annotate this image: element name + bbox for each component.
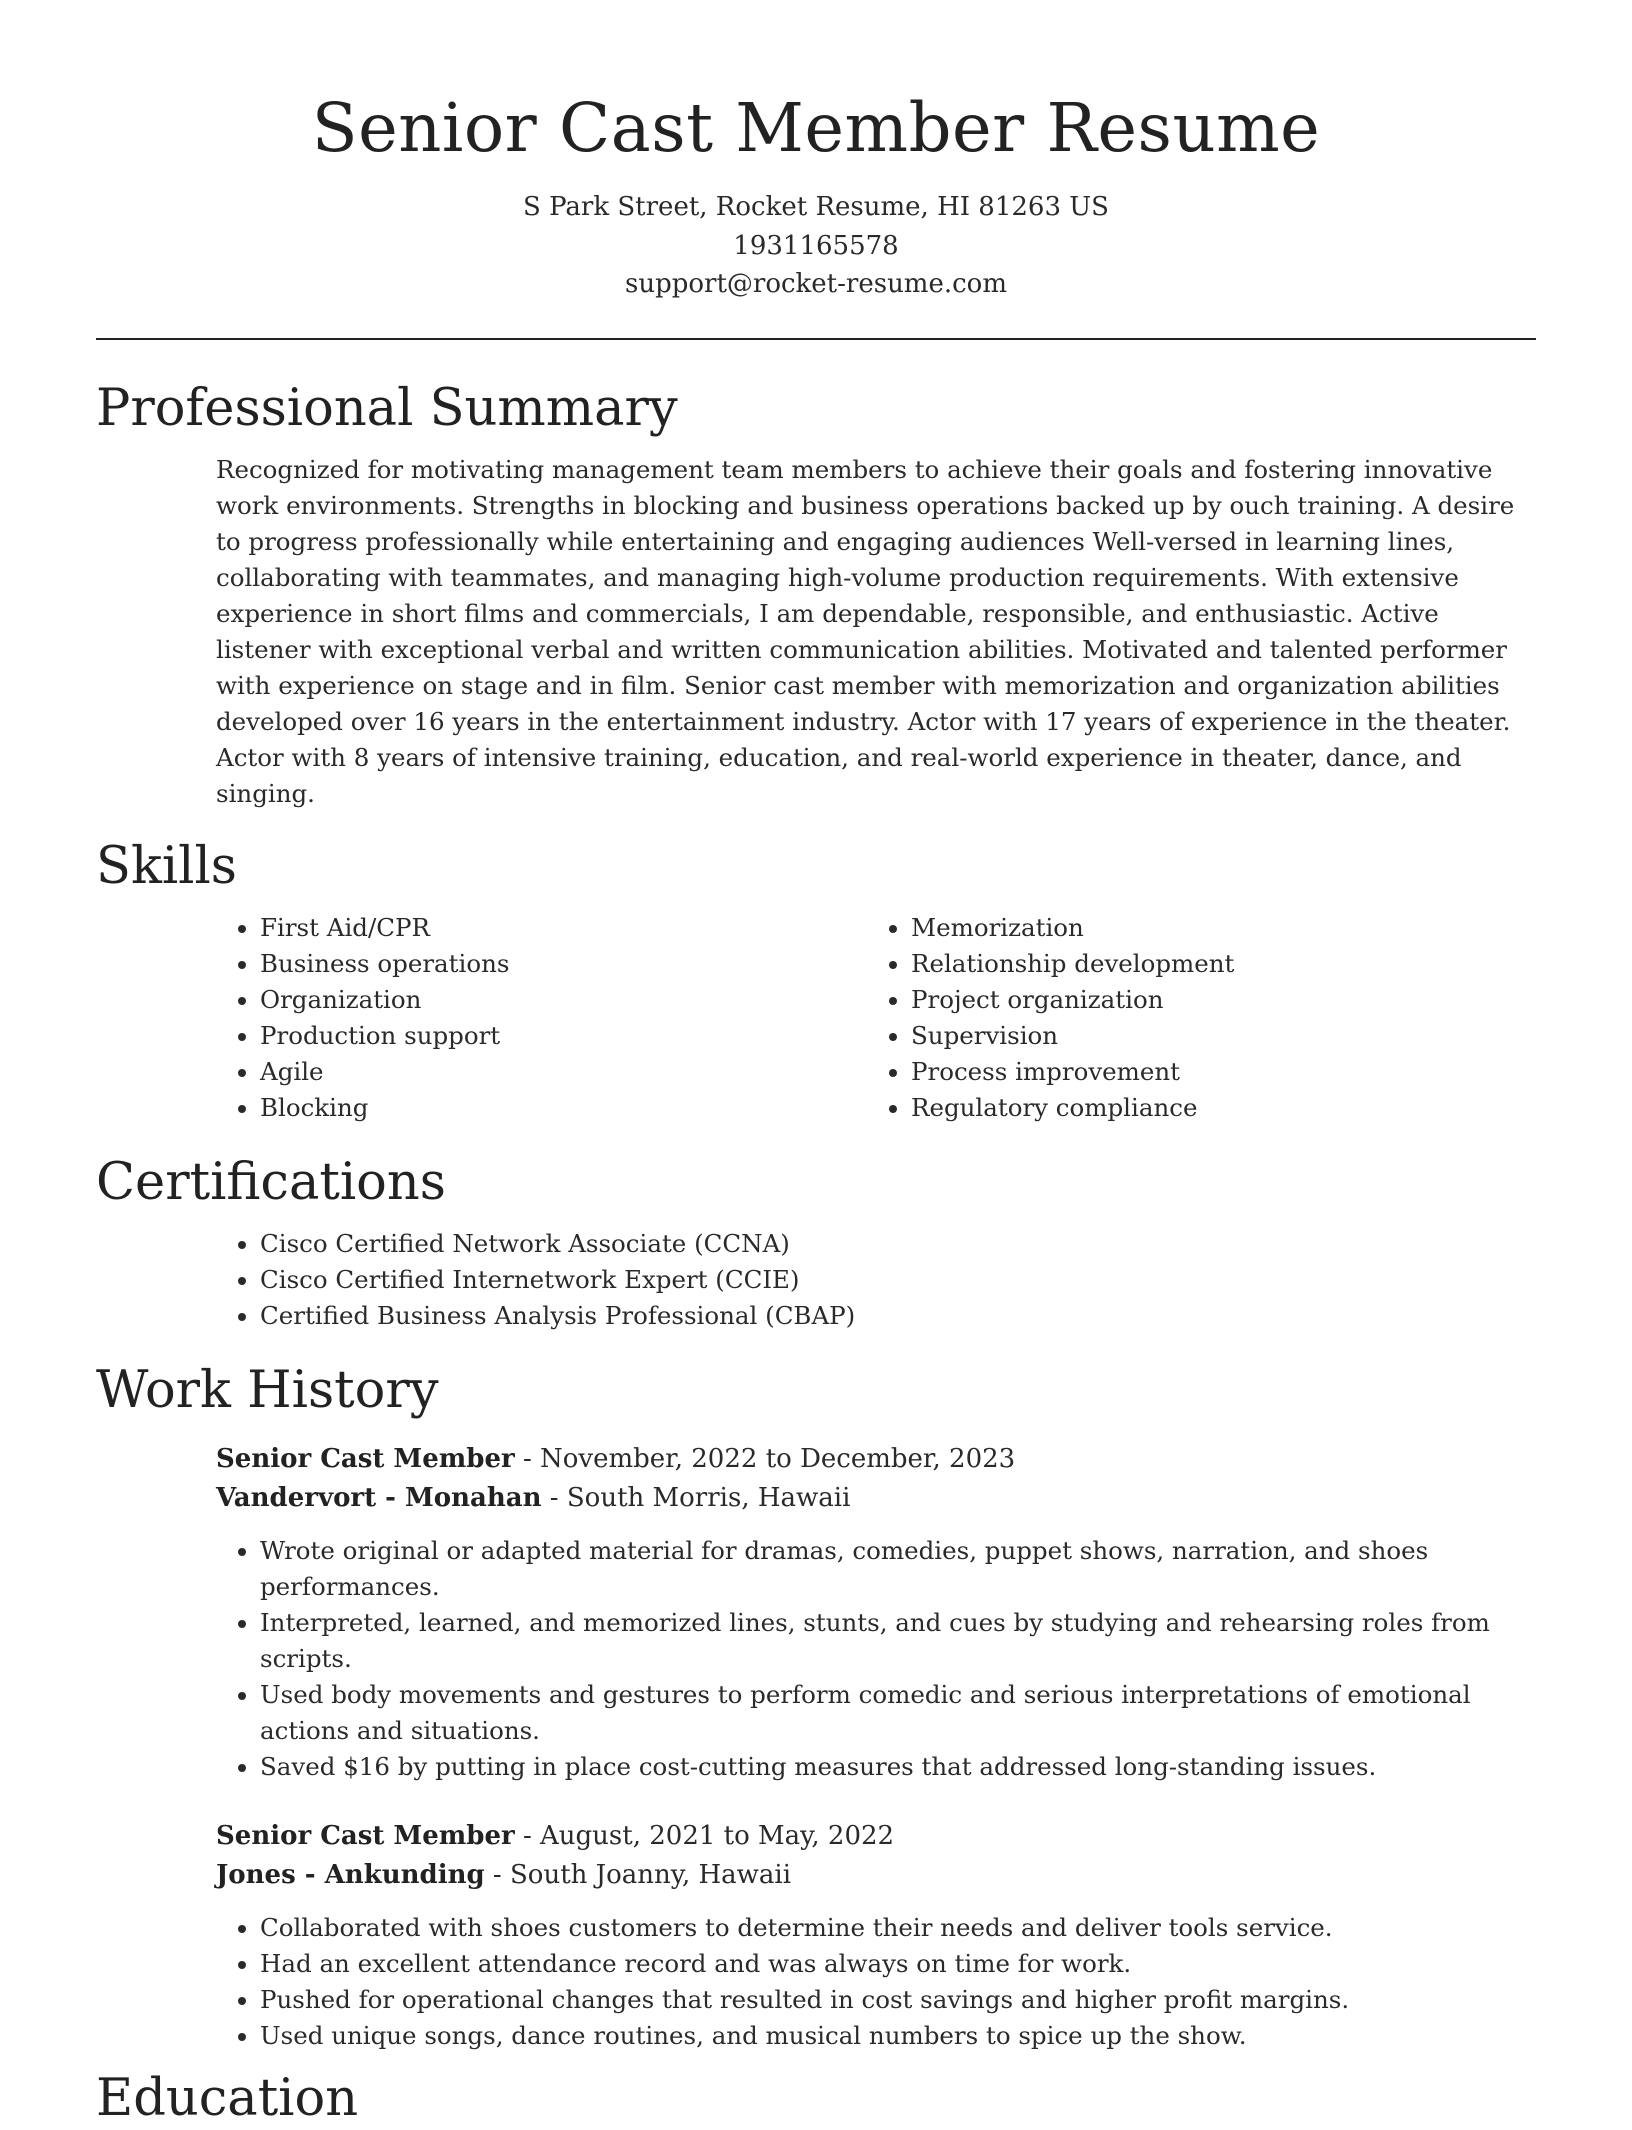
certifications-list <box>96 1226 1536 1334</box>
skill-item: • First Aid/CPR <box>260 910 911 946</box>
job-dates: - August, 2021 to May, 2022 <box>514 1820 895 1851</box>
resume-title: Senior Cast Member Resume <box>311 89 1321 167</box>
skills-list-right <box>911 910 1234 1126</box>
certification-item: • Cisco Certified Internetwork Expert (CCIE) <box>260 1262 1536 1298</box>
job-bullet: • Used body movements and gestures to perform comedic and serious interpretations of emotional actions and situations. <box>260 1677 1536 1749</box>
skills-grid <box>96 910 1536 1126</box>
contact-block <box>96 188 1536 304</box>
section-heading-work-history: Work History <box>96 1360 439 1420</box>
skill-item: • Memorization <box>911 910 1234 946</box>
job-company-line <box>216 1856 1536 1895</box>
job-title: Senior Cast Member <box>216 1820 515 1851</box>
job-company: Jones - Ankunding <box>216 1859 485 1890</box>
job-company-line <box>216 1479 1536 1518</box>
job-entry <box>216 1817 1536 2054</box>
job-bullets <box>216 1910 1536 2054</box>
job-bullet: • Collaborated with shoes customers to determine their needs and deliver tools service. <box>260 1910 1536 1946</box>
summary-text: Recognized for motivating management team members to achieve their goals and fostering innovative work environments. Strengths in blocking and business operations backed up by ouch training. A desire to progress professionally while entertaining and engaging audiences Well-versed in learning lines, collaborating with teammates, and managing high-volume production requirements. With extensive experience in short films and commercials, I am dependable, responsible, and enthusiastic. Active listener with exceptional verbal and written communication abilities. Motivated and talented performer with experience on stage and in film. Senior cast member with memorization and organization abilities developed over 16 years in the entertainment industry. Actor with 17 years of experience in the theater. Actor with 8 years of intensive training, education, and real-world experience in theater, dance, and singing. <box>216 454 1515 808</box>
skill-item: • Process improvement <box>911 1054 1234 1090</box>
job-title-line <box>216 1440 1536 1479</box>
job-bullet: • Used unique songs, dance routines, and musical numbers to spice up the show. <box>260 2018 1536 2054</box>
section-heading-skills: Skills <box>96 836 237 896</box>
skill-item: • Regulatory compliance <box>911 1090 1234 1126</box>
header-divider <box>96 338 1536 340</box>
skill-item: • Organization <box>260 982 911 1018</box>
skill-item: • Relationship development <box>911 946 1234 982</box>
skill-item: • Business operations <box>260 946 911 982</box>
job-company: Vandervort - Monahan <box>216 1482 542 1513</box>
contact-email: support@rocket-resume.com <box>624 269 1007 299</box>
job-location: - South Joanny, Hawaii <box>484 1859 792 1890</box>
certifications-section <box>96 1152 1536 1334</box>
job-bullet: • Saved $16 by putting in place cost-cutting measures that addressed long-standing issues. <box>260 1749 1536 1785</box>
job-dates: - November, 2022 to December, 2023 <box>514 1443 1016 1474</box>
job-title-line <box>216 1817 1536 1856</box>
section-heading-education: Education <box>96 2068 359 2128</box>
certification-item: • Certified Business Analysis Professional (CBAP) <box>260 1298 1536 1334</box>
job-bullets <box>216 1533 1536 1785</box>
resume-header <box>96 0 1536 340</box>
work-history-section <box>96 1360 1536 2054</box>
job-bullet: • Had an excellent attendance record and was always on time for work. <box>260 1946 1536 1982</box>
section-heading-certifications: Certifications <box>96 1152 446 1212</box>
skills-section <box>96 836 1536 1126</box>
skill-item: • Project organization <box>911 982 1234 1018</box>
skill-item: • Production support <box>260 1018 911 1054</box>
job-entry <box>216 1440 1536 1785</box>
skill-item: • Agile <box>260 1054 911 1090</box>
education-section <box>96 2068 1536 2130</box>
skill-item: • Supervision <box>911 1018 1234 1054</box>
skills-list-left <box>96 910 911 1126</box>
contact-phone: 1931165578 <box>733 230 899 261</box>
job-location: - South Morris, Hawaii <box>541 1482 851 1513</box>
job-title: Senior Cast Member <box>216 1443 515 1474</box>
job-bullet: • Pushed for operational changes that resulted in cost savings and higher profit margins. <box>260 1982 1536 2018</box>
job-bullet: • Interpreted, learned, and memorized lines, stunts, and cues by studying and rehearsing roles from scripts. <box>260 1605 1536 1677</box>
job-bullet: • Wrote original or adapted material for dramas, comedies, puppet shows, narration, and shoes performances. <box>260 1533 1536 1605</box>
contact-address: S Park Street, Rocket Resume, HI 81263 US <box>523 192 1109 222</box>
skill-item: • Blocking <box>260 1090 911 1126</box>
professional-summary-section <box>96 378 1536 812</box>
section-heading-summary: Professional Summary <box>96 378 678 438</box>
certification-item: • Cisco Certified Network Associate (CCNA) <box>260 1226 1536 1262</box>
